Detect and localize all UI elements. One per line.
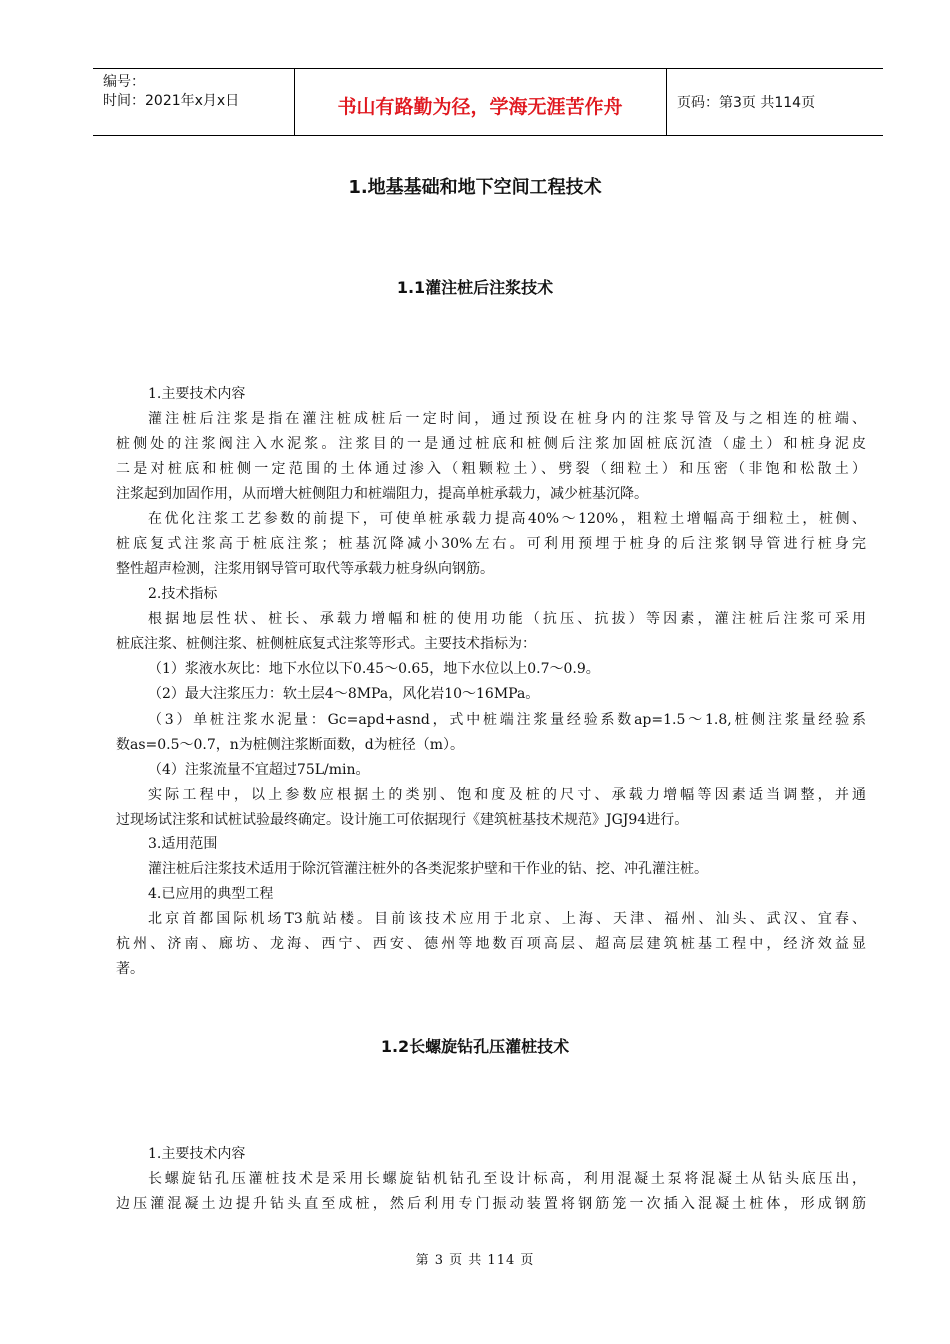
index-item-2 [116,682,866,707]
paragraph-line: 北京首都国际机场T3航站楼。目前该技术应用于北京、上海、天津、福州、汕头、武汉、宜春、 [148,911,866,927]
section-title-1-1: 1.1灌注桩后注浆技术 [396,278,554,297]
section-title-1-2: 1.2长螺旋钻孔压灌桩技术 [380,1037,570,1056]
paragraph-line: 杭州、济南、廊坊、龙海、西宁、西安、德州等地数百项高层、超高层建筑桩基工程中，经济效益显 [116,936,866,952]
paragraph-line: 桩底复式注浆高于桩底注浆；桩基沉降减小30%左右。可利用预埋于桩身的后注浆钢导管进行桩身完 [116,536,866,552]
chapter-title: 1.地基基础和地下空间工程技术 [348,177,602,198]
paragraph-line: 桩底注浆、桩侧注浆、桩侧桩底复式注浆等形式。主要技术指标为： [116,636,536,652]
paragraph-index-intro [116,607,866,657]
paragraph-line: 整性超声检测，注浆用钢导管可取代等承载力桩身纵向钢筋。 [116,561,494,577]
subheading-technical-index: 2.技术指标 [148,586,218,602]
paragraph-line: 在优化注浆工艺参数的前提下，可使单桩承载力提高40%～120%，粗粒土增幅高于细粒土，桩侧、 [148,511,866,527]
paragraph-line: 二是对桩底和桩侧一定范围的土体通过渗入（粗颗粒土）、劈裂（细粒土）和压密（非饱和松散土） [116,461,866,477]
subheading-cases: 4.已应用的典型工程 [148,886,274,902]
paragraph-intro [116,407,866,507]
paragraph-cases [116,907,866,982]
paragraph-scope [116,857,866,882]
paragraph-line: 著。 [116,961,144,977]
paragraph-line: 灌注桩后注浆技术适用于除沉管灌注桩外的各类泥浆护壁和干作业的钻、挖、冲孔灌注桩。 [148,861,708,877]
motto-text: 书山有路勤为径，学海无涯苦作舟 [337,96,623,118]
list-item: （1）浆液水灰比：地下水位以下0.45～0.65，地下水位以上0.7～0.9。 [148,661,600,677]
paragraph-line: 长螺旋钻孔压灌桩技术是采用长螺旋钻机钻孔至设计标高，利用混凝土泵将混凝土从钻头底压出， [148,1171,866,1187]
header-left-cell [93,69,295,135]
subheading-scope: 3.适用范围 [148,836,218,852]
list-item: 数as=0.5～0.7，n为桩侧注浆断面数，d为桩径（m）。 [116,737,465,753]
paragraph-adjustment [116,783,866,833]
list-item: （3）单桩注浆水泥量：Gc=apd+asnd，式中桩端注浆量经验系数ap=1.5～1.8,桩侧注浆量经验系 [148,712,866,728]
index-item-4 [116,758,866,783]
list-item: （4）注浆流量不宜超过75L/min。 [148,762,370,778]
header-page-cell [667,69,883,135]
index-item-3 [116,708,866,758]
paragraph-cfa-intro [116,1167,866,1217]
paragraph-line: 过现场试注浆和试桩试验最终确定。设计施工可依据现行《建筑桩基技术规范》JGJ94进行。 [116,812,689,828]
header-motto-cell [294,69,667,135]
index-item-1 [116,657,866,682]
page-header [93,68,883,136]
paragraph-line: 实际工程中，以上参数应根据土的类别、饱和度及桩的尺寸、承载力增幅等因素适当调整，并通 [148,787,866,803]
subheading-main-content: 1.主要技术内容 [148,386,246,402]
paragraph-performance [116,507,866,582]
date-label: 时间：2021年x月x日 [103,93,240,109]
page-footer: 第 3 页 共 114 页 [415,1253,535,1268]
paragraph-line: 灌注桩后注浆是指在灌注桩成桩后一定时间，通过预设在桩身内的注浆导管及与之相连的桩端、 [148,411,866,427]
page-number-label: 页码：第3页 共114页 [677,95,816,111]
paragraph-line: 注浆起到加固作用，从而增大桩侧阻力和桩端阻力，提高单桩承载力，减少桩基沉降。 [116,486,648,502]
paragraph-line: 根据地层性状、桩长、承载力增幅和桩的使用功能（抗压、抗拔）等因素，灌注桩后注浆可采用 [148,611,866,627]
paragraph-line: 桩侧处的注浆阀注入水泥浆。注浆目的一是通过桩底和桩侧后注浆加固桩底沉渣（虚土）和桩身泥皮 [116,436,866,452]
list-item: （2）最大注浆压力：软土层4～8MPa，风化岩10～16MPa。 [148,686,540,702]
serial-number-label: 编号： [103,74,145,90]
subheading-main-content-2: 1.主要技术内容 [148,1146,246,1162]
paragraph-line: 边压灌混凝土边提升钻头直至成桩，然后利用专门振动装置将钢筋笼一次插入混凝土桩体，形成钢筋 [116,1196,866,1212]
